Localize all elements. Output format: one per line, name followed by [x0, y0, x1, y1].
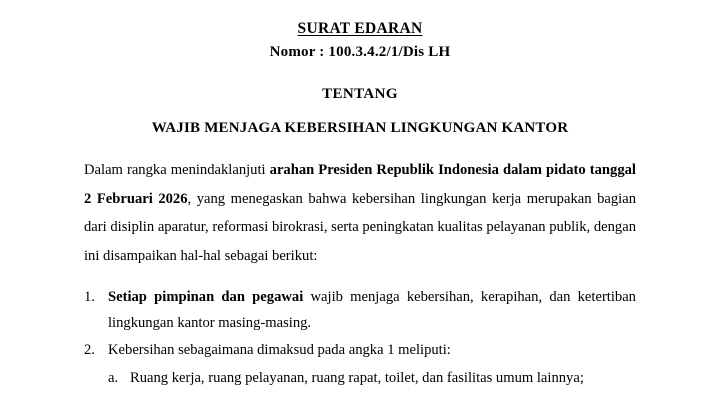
list-item-bold: Setiap pimpinan dan pegawai — [108, 288, 304, 305]
list-item — [84, 338, 636, 364]
list-item-marker: 2. — [84, 341, 95, 358]
list-item — [84, 285, 636, 337]
list-item — [108, 366, 636, 392]
opening-text-part1: Dalam rangka menindaklanjuti — [84, 162, 270, 179]
document-subject: WAJIB MENJAGA KEBERSIHAN LINGKUNGAN KANTOR — [151, 120, 569, 137]
list-item-body — [108, 338, 636, 364]
document-number: Nomor : 100.3.4.2/1/Dis LH — [269, 44, 451, 61]
list-item-text: Kebersihan sebagaimana dimaksud pada angka 1 meliputi: — [108, 341, 451, 358]
document-header — [84, 18, 636, 64]
list-item-body — [108, 285, 636, 337]
lettered-sublist — [84, 366, 636, 392]
sublist-item-marker: a. — [108, 369, 119, 386]
opening-text-part2: , yang menegaskan bahwa kebersihan lingkungan kerja merupakan bagian dari disiplin aparatur, reformasi birokrasi, serta peningkatan kualitas pelayanan publik, dengan ini disampaikan hal-hal sebagai berikut: — [84, 190, 636, 264]
opening-paragraph — [84, 156, 636, 270]
list-item-marker: 1. — [84, 288, 95, 305]
document-title: SURAT EDARAN — [297, 20, 423, 37]
list-item-text: wajib menjaga kebersihan, kerapihan, dan ketertiban lingkungan kantor masing-masing. — [108, 288, 636, 331]
tentang-label: TENTANG — [322, 86, 398, 103]
numbered-list — [84, 285, 636, 364]
opening-text-bold: arahan Presiden Republik Indonesia dalam pidato tanggal 2 Februari 2026 — [84, 162, 636, 207]
sublist-item-text: Ruang kerja, ruang pelayanan, ruang rapat, toilet, dan fasilitas umum lainnya; — [130, 369, 584, 386]
